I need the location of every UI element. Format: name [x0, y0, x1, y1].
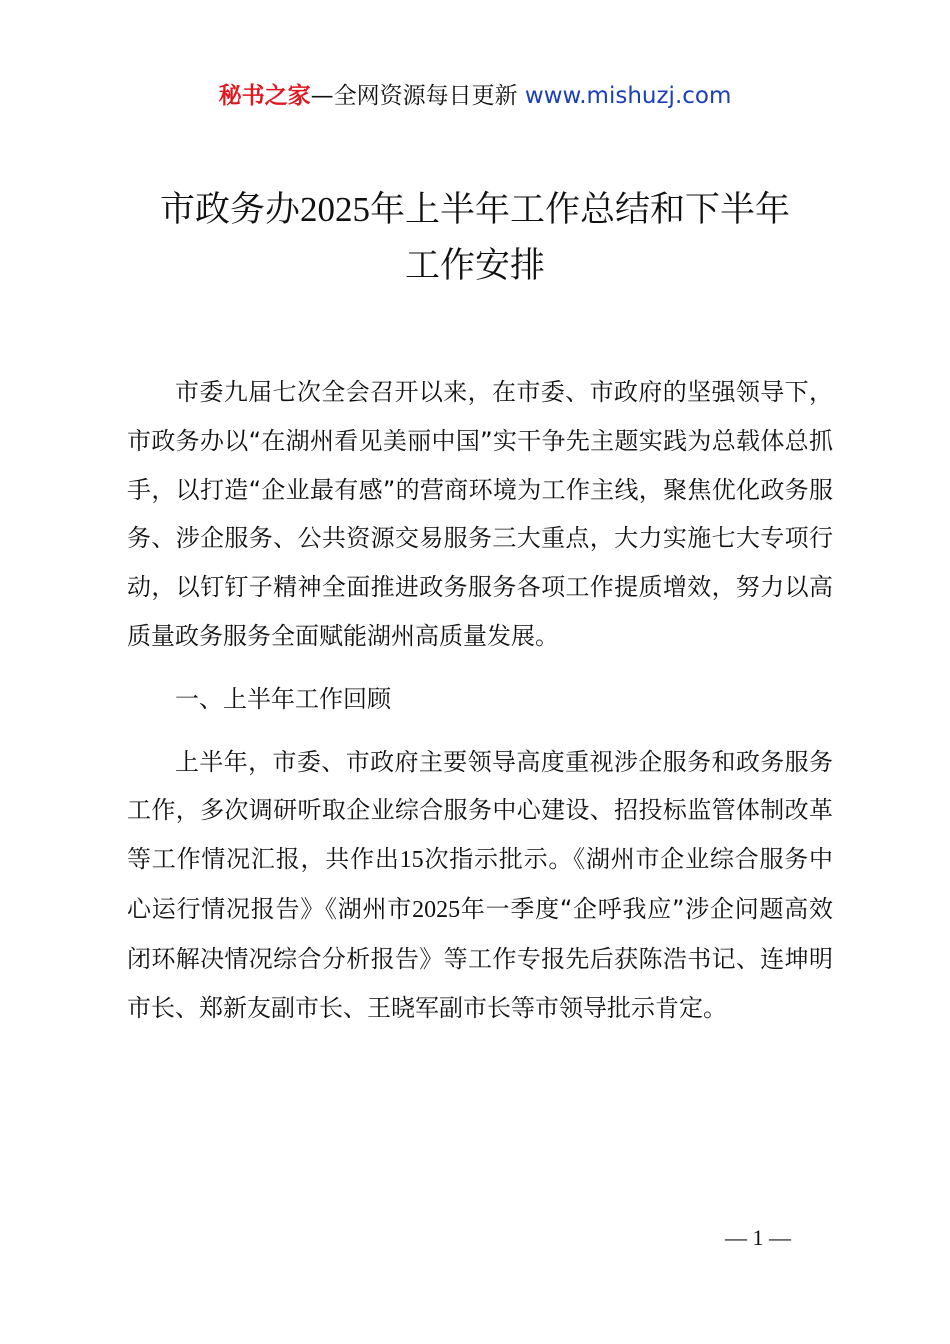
document-body — [127, 368, 833, 1032]
review-paragraph — [127, 738, 833, 1033]
review-text-b: 次指示批示。《湖州市企业综合服务中心运行情况报告》《湖州市 — [127, 845, 834, 923]
review-text-a: 上半年，市委、市政府主要领导高度重视涉企服务和政务服务工作，多次调研听取企业综合服务中心建设、招投标监管体制改革等工作情况汇报，共作出 — [127, 747, 833, 874]
title-line2: 工作安排 — [404, 246, 545, 286]
title-year: 2025 — [300, 190, 370, 229]
site-banner — [0, 80, 950, 112]
review-num-instructions: 15 — [399, 847, 424, 874]
review-text-c: 年一季度“企呼我应”涉企问题高效闭环解决情况综合分析报告》等工作专报先后获陈浩书记、连坤明市长、郑新友副市长、王晓军副市长等市领导批示肯定。 — [127, 894, 834, 1022]
banner-tagline: —全网资源每日更新 — [310, 83, 525, 109]
review-num-year: 2025 — [412, 896, 461, 923]
page-number: — 1 — — [725, 1225, 791, 1250]
brand-name: 秘书之家 — [218, 83, 311, 109]
title-part1: 市政务办 — [159, 190, 300, 230]
section-heading-1: 一、上半年工作回顾 — [175, 684, 391, 713]
intro-paragraph: 市委九届七次全会召开以来，在市委、市政府的坚强领导下，市政务办以“在湖州看见美丽中国”实干争先主题实践为总载体总抓手，以打造“企业最有感”的营商环境为工作主线，聚焦优化政务服务、涉企服务、公共资源交易服务三大重点，大力实施七大专项行动，以钉钉子精神全面推进政务服务各项工作提质增效，努力以高质量政务服务全面赋能湖州高质量发展。 — [127, 378, 833, 650]
site-url-link[interactable]: www.mishuzj.com — [524, 83, 732, 109]
title-part2: 年上半年工作总结和下半年 — [370, 190, 791, 230]
document-title — [100, 182, 850, 294]
